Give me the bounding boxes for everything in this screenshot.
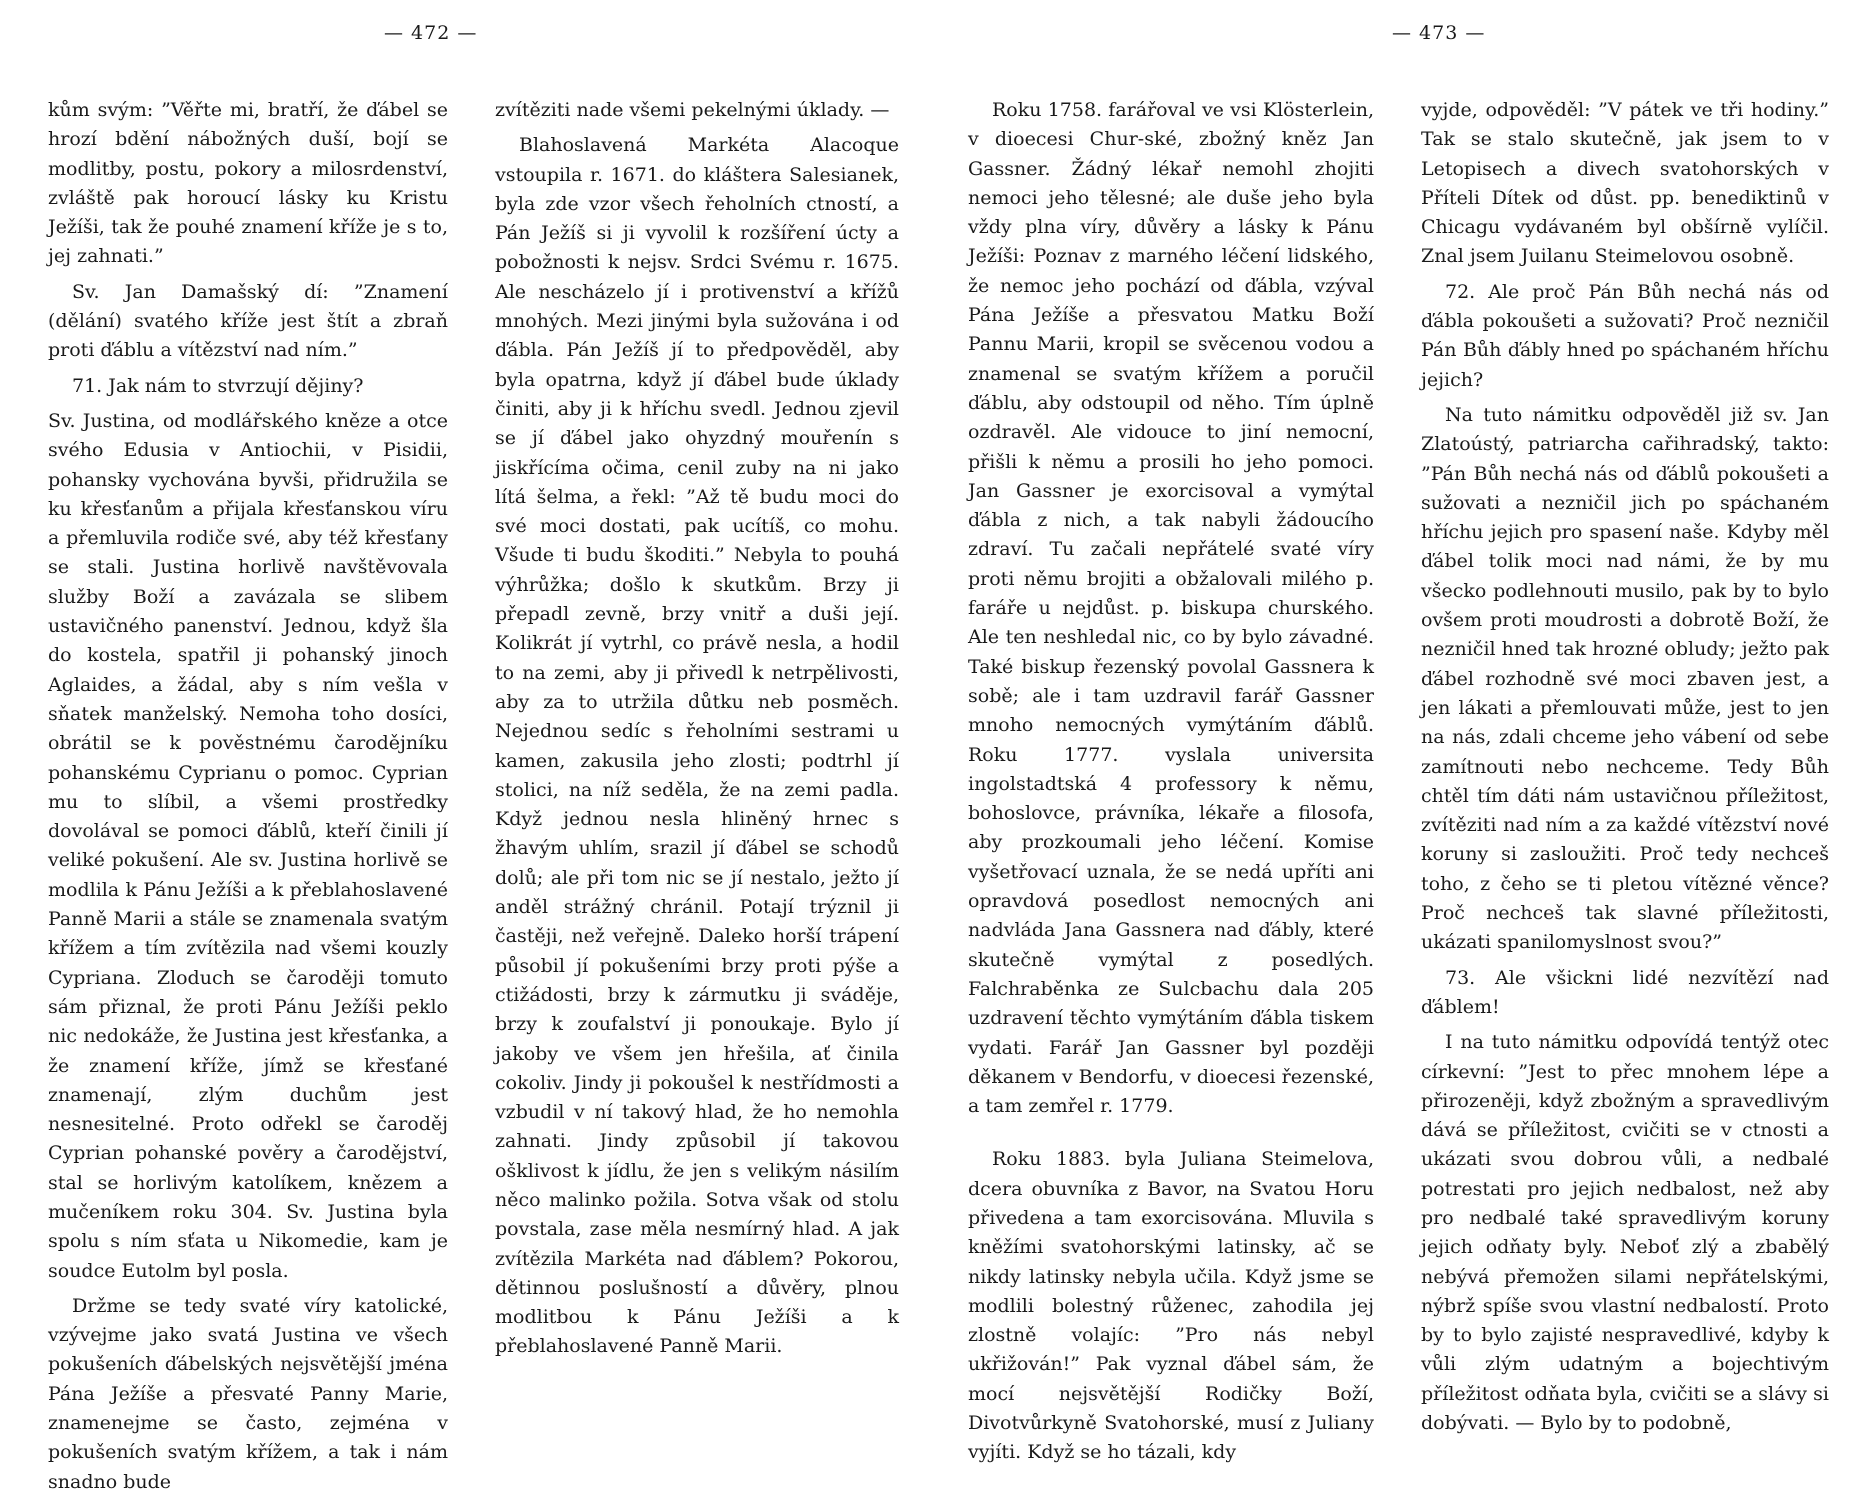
paragraph: zvítěziti nade všemi pekelnými úklady. — <box>495 99 890 121</box>
page-number-left: — 472 — <box>384 22 478 44</box>
paragraph: Blahoslavená Markéta Alacoque vstoupila r. 1671. do kláštera Salesianek, byla zde vzor všech řeholních ctností, a Pán Ježíš si ji vyvolil k rozšíření úcty a pobožnosti k nejsv. Srdci Svému r. 1675. Ale nescházelo jí i protivenství a křížů mnohých. Mezi jinými byla sužována i od ďábla. Pán Ježíš jí to předpověděl, aby byla opatrna, když jí ďábel bude úklady činiti, aby ji k hříchu svedl. Jednou zjevil se jí ďábel jako ohyzdný mouřenín s jiskřícíma očima, cenil zuby na ni jako lítá šelma, a řekl: ”Až tě budu moci do své moci dostati, pak ucítíš, co mohu. Všude ti budu škoditi.” Nebyla to pouhá výhrůžka; došlo k skutkům. Brzy ji přepadl zevně, brzy vnitř a duši její. Kolikrát jí vytrhl, co právě nesla, a hodil to na zemi, aby ji přivedl k netrpělivosti, aby za to utržila důtku neb posměch. Nejednou sedíc s řeholními sestrami u kamen, zakusila jeho zlosti; podtrhl jí stolici, na níž seděla, že na zemi padla. Když jednou nesla hliněný hrnec s žhavým uhlím, srazil jí ďábel se schodů dolů; ale při tom nic se jí nestalo, ježto jí anděl strážný chránil. Potají trýznil ji častěji, než veřejně. Daleko horší trápení působil jí pokušeními brzy proti pýše a ctižádosti, brzy k zármutku ji sváděje, brzy k zoufalství ji ponoukaje. Bylo jí jakoby ve všem jen hřešila, ať činila cokoliv. Jindy ji pokoušel k nestřídmosti a vzbudil v ní takový hlad, že ho nemohla zahnati. Jindy způsobil jí takovou ošklivost k jídlu, že jen s velikým násilím něco malinko požila. Sotva však od stolu povstala, zase měla nesmírný hlad. A jak zvítězila Markéta nad ďáblem? Pokorou, dětinnou poslušností a důvěry, plnou modlitbou k Pánu Ježíši a k přeblahoslavené Panně Marii. <box>495 134 899 1358</box>
paragraph: Držme se tedy svaté víry katolické, vzývejme jako svatá Justina ve všech pokušeních ďábelských nejsvětější jména Pána Ježíše a přesvaté Panny Marie, znamenejme se často, zejména v pokušeních svatým křížem, a tak i nám snadno bude <box>48 1294 448 1493</box>
paragraph: kům svým: ”Věřte mi, bratří, že ďábel se hrozí bdění nábožných duší, bojí se modlitby, postu, pokory a milosrdenství, zvláště pak horoucí lásky ku Kristu Ježíši, tak že pouhé znamení kříže je s to, jej zahnati.” <box>48 99 448 268</box>
paragraph: Roku 1883. byla Juliana Steimelova, dcera obuvníka z Bavor, na Svatou Horu přivedena a tam exorcisována. Mluvila s kněžími svatohorskými latinsky, ač se nikdy latinsky nebyla učila. Když jsme se modlili bolestný růženec, zahodila jej zlostně volajíc: ”Pro nás nebyl ukřižován!” Pak vyznal ďábel sám, že mocí nejsvětější Rodičky Boží, Divotvůrkyně Svatohorské, musí z Juliany vyjíti. Když se ho tázali, kdy <box>968 1148 1374 1464</box>
question-heading: 72. Ale proč Pán Bůh nechá nás od ďábla pokoušeti a sužovati? Proč nezničil Pán Bůh ďábly hned po spáchaném hříchu jejich? <box>1421 280 1829 391</box>
page-number-right: — 473 — <box>1392 22 1486 44</box>
paragraph: Na tuto námitku odpověděl již sv. Jan Zlatoústý, patriarcha cařihradský, takto: ”Pán Bůh nechá nás od ďáblů pokoušeti a sužovati a nezničil jich po spáchaném hříchu jejich pro spasení naše. Kdyby měl ďábel tolik moci nad námi, že by mu všecko podlehnouti musilo, pak by to bylo ovšem proti moudrosti a dobrotě Boží, že nezničil hned tak hrozné obludy; ježto pak ďábel rozhodně své moci zbaven jest, a jen lákati a přemlouvati může, jest to jen na nás, zdali chceme jeho vábení od sebe zamítnouti nebo nechceme. Tedy Bůh chtěl tím dáti nám ustavičnou příležitost, zvítěziti nad ním a za každé vítězství nové koruny si zasloužiti. Proč tedy nechceš toho, z čeho se ti pletou vítězné věnce? Proč nechceš tak slavné příležitosti, ukázati spanilomyslnost svou?” <box>1421 403 1829 954</box>
question-heading: 71. Jak nám to stvrzují dějiny? <box>72 374 364 397</box>
paragraph: vyjde, odpověděl: ”V pátek ve tři hodiny.” Tak se stalo skutečně, jak jsem to v Letopisech a divech svatohorských v Příteli Dítek od důst. pp. benediktinů v Chicagu vydávaném byl obšírně vylíčil. Znal jsem Juilanu Steimelovou osobně. <box>1421 99 1829 268</box>
question-heading: 73. Ale všickni lidé nezvítězí nad ďáblem! <box>1421 966 1829 1018</box>
left-page-column-2 <box>495 96 899 1362</box>
left-page-column-1 <box>48 96 448 1497</box>
paragraph: I na tuto námitku odpovídá tentýž otec církevní: ”Jest to přec mnohem lépe a přirozeněji, když zbožným a spravedlivým dává se příležitost, cvičiti se v ctnosti a ukázati svou dobrou vůli, a nedbalé potrestati pro jejich nedbalost, než aby pro nedbalé také spravedlivým koruny jejich odňaty byly. Neboť zlý a zbabělý nebývá přemožen silami nepřátelskými, nýbrž spíše svou vlastní nedbalostí. Proto by to bylo zajisté nespravedlivé, kdyby k vůli zlým udatným a bojechtivým příležitost odňata byla, cvičiti se a slávy si dobývati. — Bylo by to podobně, <box>1421 1031 1829 1435</box>
right-page-column-3 <box>968 96 1374 1468</box>
paragraph: Sv. Justina, od modlářského kněze a otce svého Edusia v Antiochii, v Pisidii, pohansky vychována byvši, přidružila se ku křesťanům a přijala křesťanskou víru a přemluvila rodiče své, aby též křesťany se stali. Justina horlivě navštěvovala služby Boží a zavázala se slibem ustavičného panenství. Jednou, když šla do kostela, spatřil ji pohanský jinoch Aglaides, a žádal, aby s ním vešla v sňatek manželský. Nemoha toho dosíci, obrátil se k pověstnému čarodějníku pohanskému Cyprianu o pomoc. Cyprian mu to slíbil, a všemi prostředky dovolával se pomoci ďáblů, kteří činili jí veliké pokušení. Ale sv. Justina horlivě se modlila k Pánu Ježíši a k přeblahoslavené Panně Marii a stále se znamenala svatým křížem a tím zvítězila nad všemi kouzly Cypriana. Zloduch se čaroději tomuto sám přiznal, že proti Pánu Ježíši peklo nic nedokáže, že Justina jest křesťanka, a že znamení kříže, jímž se křesťané znamenají, zlým duchům jest nesnesitelné. Proto odřekl se čaroděj Cyprian pohanské pověry a čarodějství, stal se horlivým katolíkem, knězem a mučeníkem roku 304. Sv. Justina byla spolu s ním sťata u Nikomedie, kam je soudce Eutolm byl posla. <box>48 409 448 1282</box>
right-page-column-4 <box>1421 96 1829 1438</box>
paragraph: Roku 1758. farářoval ve vsi Klösterlein, v dioecesi Chur-ské, zbožný kněz Jan Gassner. Žádný lékař nemohl zhojiti nemoci jeho tělesné; ale duše jeho byla vždy plna víry, důvěry a lásky k Pánu Ježíši: Poznav z marného léčení lidského, že nemoc jeho pochází od ďábla, vzýval Pána Ježíše a přesvatou Matku Boží Pannu Marii, kropil se svěcenou vodou a znamenal se svatým křížem a poručil ďáblu, aby odstoupil od něho. Tím úplně ozdravěl. Ale vidouce to jiní nemocní, přišli k němu a prosili ho jeho pomoci. Jan Gassner je exorcisoval a vymýtal ďábla z nich, a tak nabyli žádoucího zdraví. Tu začali nepřátelé svaté víry proti němu brojiti a obžalovali milého p. faráře u nejdůst. p. biskupa churského. Ale ten neshledal nic, co by bylo závadné. Také biskup řezenský povolal Gassnera k sobě; ale i tam uzdravil farář Gassner mnoho nemocných vymýtáním ďáblů. Roku 1777. vyslala universita ingolstadtská 4 professory k němu, bohoslovce, právníka, lékaře a filosofa, aby prozkoumali jeho léčení. Komise vyšetřovací uznala, že se nedá upříti ani opravdová posedlost nemocných ani nadvláda Jana Gassnera nad ďábly, které skutečně vymýtal z posedlých. Falchraběnka ze Sulcbachu dala 205 uzdravení těchto vymýtáním ďábla tiskem vydati. Farář Jan Gassner byl později děkanem v Bendorfu, v dioecesi řezenské, a tam zemřel r. 1779. <box>968 99 1374 1118</box>
paragraph: Sv. Jan Damašský dí: ”Znamení (dělání) svatého kříže jest štít a zbraň proti ďáblu a vítězství nad ním.” <box>48 280 448 362</box>
